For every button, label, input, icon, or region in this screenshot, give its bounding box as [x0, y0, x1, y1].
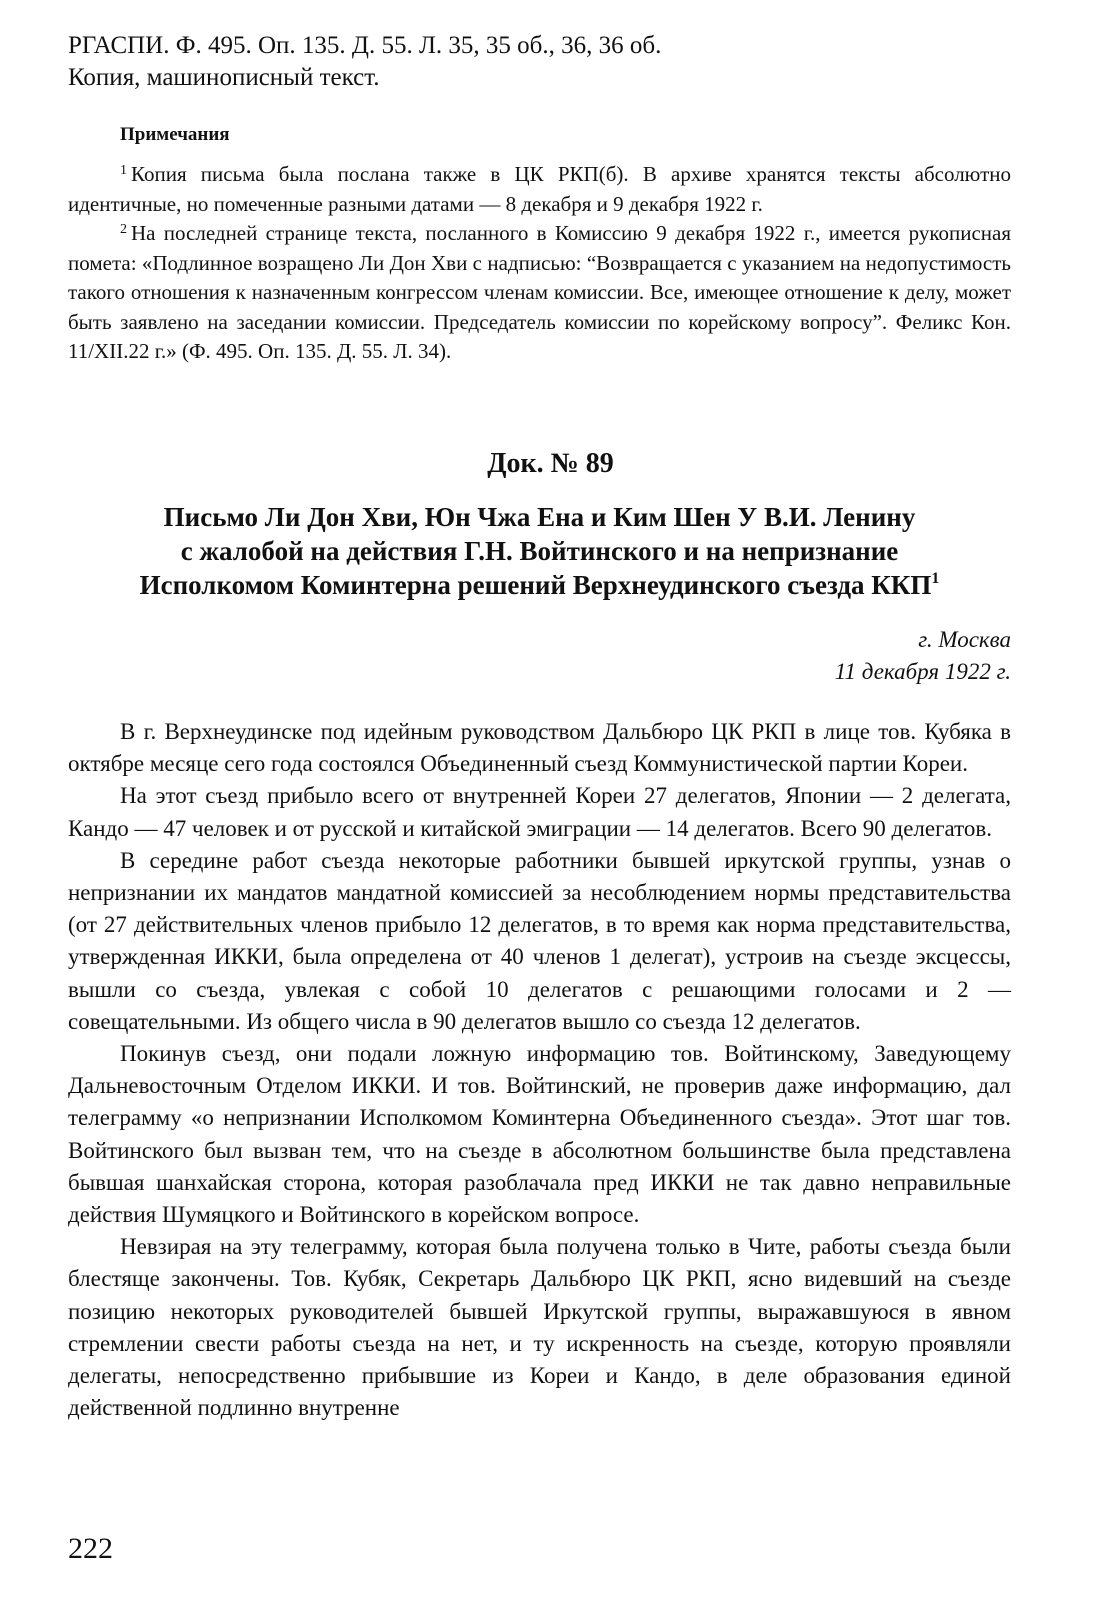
note-text: Копия письма была послана также в ЦК РКП(б). В архиве хранятся тексты абсолютно идентичные, но помеченные разными датами — 8 декабря и 9 декабря 1922 г.: [68, 162, 1011, 216]
archive-source: [68, 30, 1008, 94]
title-footnote-mark: 1: [931, 570, 940, 587]
title-line: с жалобой на действия Г.Н. Войтинского и на непризнание: [180, 536, 899, 566]
note-number: 1: [120, 163, 127, 178]
note-number: 2: [120, 222, 127, 237]
body-paragraph: В середине работ съезда некоторые работники бывшей иркутской группы, узнав о непризнании их мандатов мандатной комиссией за несоблюдением нормы представительства (от 27 действительных членов прибыло 12 делегатов, в то время как норма представительства, утвержденная ИККИ, была определена от 40 членов 1 делегат), устроив на съезде эксцессы, вышли со съезда, увлекая с собой 10 делегатов с решающими голосами и 2 — совещательными. Из общего числа в 90 делегатов вышло со съезда 12 делегатов.: [68, 847, 1011, 1034]
document-place: г. Москва: [918, 627, 1011, 652]
body-paragraph: В г. Верхнеудинске под идейным руководством Дальбюро ЦК РКП в лице тов. Кубяка в октябре месяце сего года состоялся Объединенный съезд Коммунистической партии Кореи.: [68, 719, 1011, 777]
copy-type: Копия, машинописный текст.: [68, 64, 380, 91]
document-date: 11 декабря 1922 г.: [834, 659, 1011, 684]
document-number: Док. № 89: [487, 448, 614, 479]
note-text: На последней странице текста, посланного в Комиссию 9 декабря 1922 г., имеется рукописная помета: «Подлинное возращено Ли Дон Хви с надписью: “Возвращается с указанием на недопустимость такого отношения к назначенным конгрессом членам комиссии. Все, имеющее отношение к делу, может быть заявлено на заседании комиссии. Председатель комиссии по корейскому вопросу”. Феликс Кон. 11/XII.22 г.» (Ф. 495. Оп. 135. Д. 55. Л. 34).: [68, 221, 1011, 363]
title-line: Письмо Ли Дон Хви, Юн Чжа Ена и Ким Шен У В.И. Ленину: [163, 502, 916, 532]
body-paragraph: Невзирая на эту телеграмму, которая была получена только в Чите, работы съезда были блестяще закончены. Тов. Кубяк, Секретарь Дальбюро ЦК РКП, ясно видевший на съезде позицию некоторых руководителей бывшей Иркутской группы, выражавшуюся в явном стремлении свести работы съезда на нет, и ту искренность на съезде, которую проявляли делегаты, непосредственно прибывшие из Кореи и Кандо, в деле образования единой действенной подлинно внутренне: [68, 1234, 1011, 1421]
notes-list: [68, 160, 1011, 367]
note-item: [68, 160, 1011, 219]
document-title: [68, 500, 1011, 602]
body-paragraph: На этот съезд прибыло всего от внутренней Кореи 27 делегатов, Японии — 2 делегата, Кандо — 47 человек и от русской и китайской эмиграции — 14 делегатов. Всего 90 делегатов.: [68, 783, 1011, 841]
place-date-block: [835, 624, 1011, 688]
title-line: Исполкомом Коминтерна решений Верхнеудинского съезда ККП$^1$: [139, 570, 940, 600]
notes-heading: Примечания: [120, 124, 230, 145]
page-number: 222: [68, 1532, 113, 1565]
archive-reference: РГАСПИ. Ф. 495. Оп. 135. Д. 55. Л. 35, 35 об., 36, 36 об.: [68, 32, 662, 59]
note-item: [68, 219, 1011, 367]
body-paragraph: Покинув съезд, они подали ложную информацию тов. Войтинскому, Заведующему Дальневосточным Отделом ИККИ. И тов. Войтинский, не проверив даже информацию, дал телеграмму «о непризнании Исполкомом Коминтерна Объединенного съезда». Этот шаг тов. Войтинского был вызван тем, что на съезде в абсолютном большинстве была представлена бывшая шанхайская сторона, которая разоблачала пред ИККИ не так давно неправильные действия Шумяцкого и Войтинского в корейском вопросе.: [68, 1041, 1011, 1228]
document-body: [68, 716, 1011, 1424]
